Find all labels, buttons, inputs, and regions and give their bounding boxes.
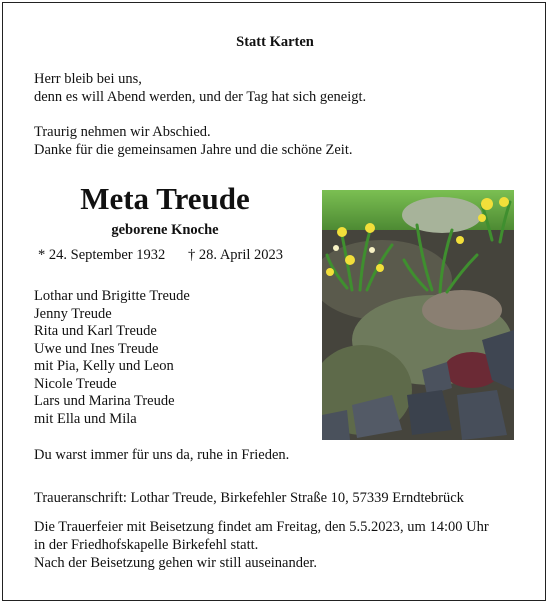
notice-heading: Statt Karten	[236, 34, 314, 50]
birth-date: * 24. September 1932	[38, 247, 166, 263]
deceased-name: Meta Treude	[80, 181, 250, 216]
mourner-line: Uwe und Ines Treude	[34, 341, 159, 357]
death-date: † 28. April 2023	[188, 247, 284, 263]
garden-photo	[322, 190, 514, 440]
service-line-1: Die Trauerfeier mit Beisetzung findet am Freitag, den 5.5.2023, um 14:00 Uhr	[34, 519, 489, 535]
verse-line-1: Herr bleib bei uns,	[34, 71, 142, 87]
farewell-line-1: Traurig nehmen wir Abschied.	[34, 124, 211, 140]
mourner-line: Jenny Treude	[34, 306, 112, 322]
mourner-line: Lothar und Brigitte Treude	[34, 288, 190, 304]
mourner-line: Nicole Treude	[34, 376, 117, 392]
mourner-line: mit Pia, Kelly und Leon	[34, 358, 174, 374]
closing-line: Du warst immer für uns da, ruhe in Frieden.	[34, 447, 290, 463]
verse-line-2: denn es will Abend werden, und der Tag hat sich geneigt.	[34, 89, 367, 105]
mourning-address: Traueranschrift: Lothar Treude, Birkefehler Straße 10, 57339 Erndtebrück	[34, 490, 464, 506]
mourner-line: Lars und Marina Treude	[34, 393, 175, 409]
mourner-line: Rita und Karl Treude	[34, 323, 157, 339]
service-line-2: in der Friedhofskapelle Birkefehl statt.	[34, 537, 259, 553]
mourner-line: mit Ella und Mila	[34, 411, 137, 427]
service-line-3: Nach der Beisetzung gehen wir still auseinander.	[34, 555, 318, 571]
maiden-name: geborene Knoche	[111, 222, 219, 238]
farewell-line-2: Danke für die gemeinsamen Jahre und die schöne Zeit.	[34, 142, 353, 158]
